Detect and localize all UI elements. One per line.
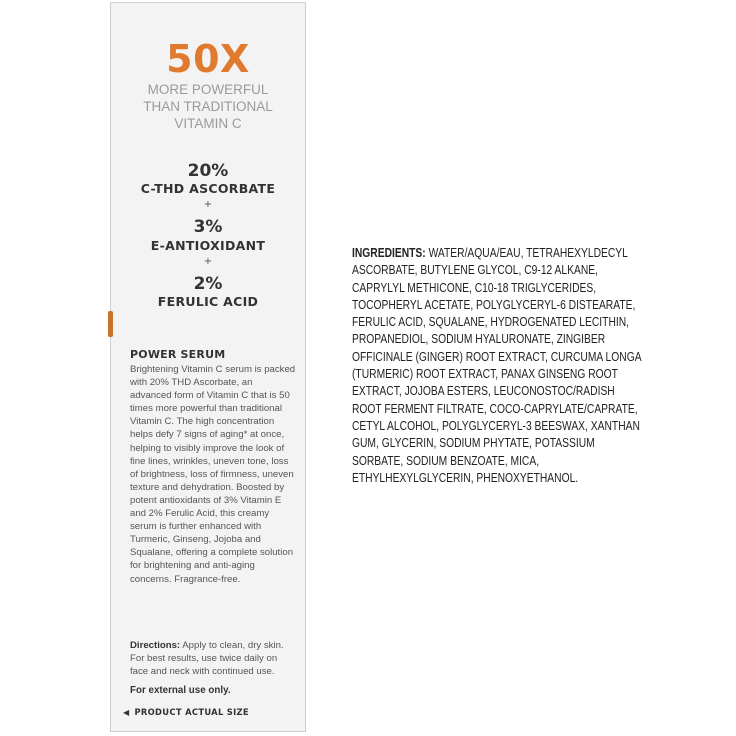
stat-name-2: E-ANTIOXIDANT — [150, 238, 266, 253]
serum-title: POWER SERUM — [130, 348, 226, 361]
headline-subtext — [111, 81, 305, 132]
stat-name-1: C-THD ASCORBATE — [140, 181, 276, 196]
stat-pct-3: 2% — [193, 274, 223, 294]
stat-pct-2: 3% — [193, 217, 223, 237]
ingredients-block — [352, 244, 642, 486]
ingredients-text: WATER/AQUA/EAU, TETRAHEXYLDECYL ASCORBATE, BUTYLENE GLYCOL, C9-12 ALKANE, CAPRYLYL METHICONE, C10-18 TRIGLYCERIDES, TOCOPHERYL ACETATE, POLYGLYCERYL-6 DISTEARATE, FERULIC ACID, SQUALANE, HYDROGENATED LECITHIN, PROPANEDIOL, SODIUM HYALURONATE, ZINGIBER OFFICINALE (GINGER) ROOT EXTRACT, CURCUMA LONGA (TURMERIC) ROOT EXTRACT, PANAX GINSENG ROOT EXTRACT, JOJOBA ESTERS, LEUCONOSTOC/RADISH ROOT FERMENT FILTRATE, COCO-CAPRYLATE/CAPRATE, CETYL ALCOHOL, POLYGLYCERYL-3 BEESWAX, XANTHAN GUM, GLYCERIN, SODIUM PHYTATE, POTASSIUM SORBATE, SODIUM BENZOATE, MICA, ETHYLHEXYLGLYCERIN, PHENOXYETHANOL. — [352, 245, 642, 485]
subline-2: THAN TRADITIONAL — [143, 99, 273, 114]
serum-description: Brightening Vitamin C serum is packed with 20% THD Ascorbate, an advanced form of Vitamin C that is 50 times more powerful than traditional Vitamin C. The high concentration helps defy 7 signs of aging* at once, helping to visibly improve the look of fine lines, wrinkles, uneven tone, loss of brightness, loss of firmness, uneven texture and dehydration. Boosted by potent antioxidants of 3% Vitamin E and 2% Ferulic Acid, this creamy serum is further enhanced with Turmeric, Ginseng, Jojoba and Squalane, offering a complete solution for brightening and anti-aging concerns. Fragrance-free. — [130, 364, 296, 585]
orange-edge-mark — [108, 311, 113, 337]
actual-size-text: PRODUCT ACTUAL SIZE — [134, 707, 249, 717]
actual-size-note — [123, 707, 249, 717]
directions-label: Directions: — [130, 640, 181, 651]
product-box-panel — [110, 2, 306, 732]
headline-50x: 50X — [166, 37, 250, 81]
stat-pct-1: 20% — [187, 161, 229, 181]
subline-1: MORE POWERFUL — [147, 82, 269, 97]
plus-sign-2: + — [203, 256, 213, 267]
external-use-note: For external use only. — [130, 685, 231, 696]
subline-3: VITAMIN C — [174, 116, 242, 131]
ingredients-label: INGREDIENTS: — [352, 245, 426, 260]
directions-text: Apply to clean, dry skin. For best results, use twice daily on face and neck with continued use. — [130, 640, 284, 678]
left-arrow-icon: ◀ — [123, 708, 130, 717]
stat-name-3: FERULIC ACID — [157, 294, 259, 309]
plus-sign-1: + — [203, 199, 213, 210]
directions — [130, 639, 296, 678]
